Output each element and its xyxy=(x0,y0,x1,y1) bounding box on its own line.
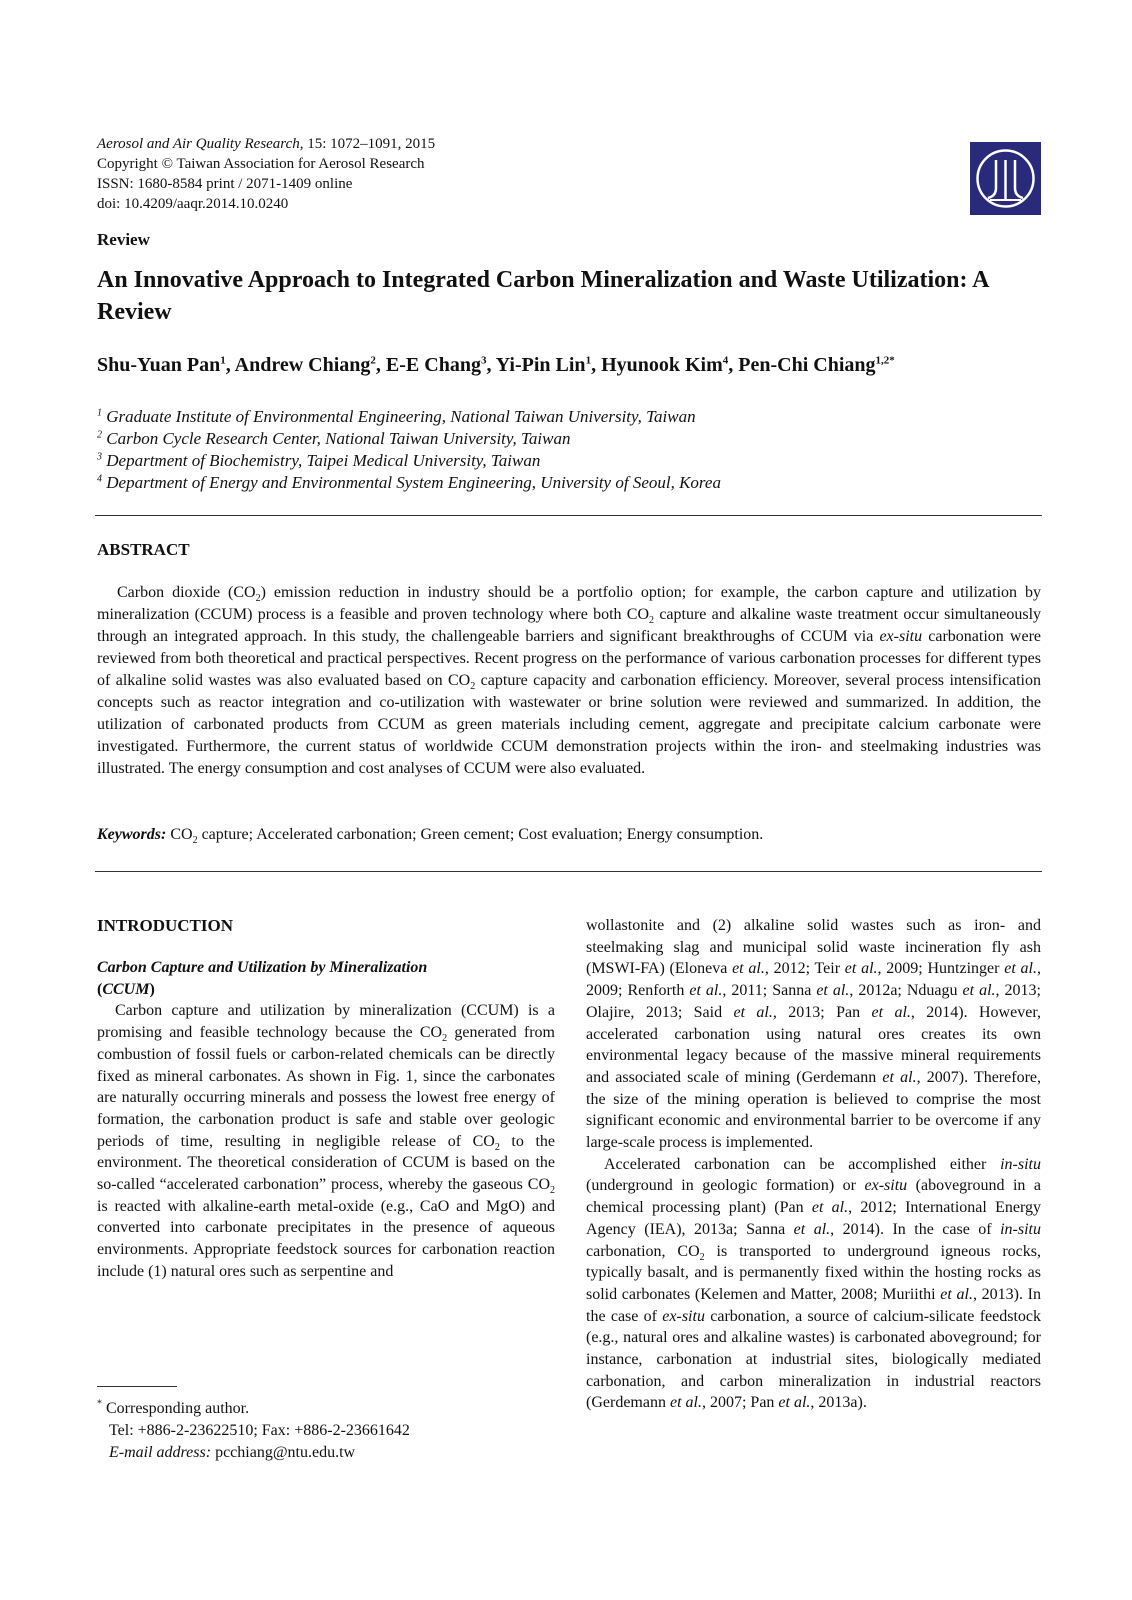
footnote-line xyxy=(97,1398,410,1420)
subscript: 2 xyxy=(442,1033,448,1045)
citation-etal: et al. xyxy=(689,982,723,1000)
abstract-segment: Carbon dioxide (CO xyxy=(117,584,256,601)
subsection-paren: ( xyxy=(97,980,103,998)
text-segment: , 2009; Renforth xyxy=(586,960,1041,1000)
journal-name: Aerosol and Air Quality Research, xyxy=(97,136,304,152)
abstract-italic: ex-situ xyxy=(879,628,923,645)
subscript: 2 xyxy=(470,681,476,693)
journal-logo-icon xyxy=(970,142,1041,215)
text-segment: carbonation, CO xyxy=(586,1242,700,1260)
author-name: Yi-Pin Lin xyxy=(495,354,586,376)
text-segment: , 2013). In the case of xyxy=(586,1285,1042,1325)
author-affil-marker: 2 xyxy=(370,354,376,367)
abstract-heading: ABSTRACT xyxy=(97,540,190,559)
footnote-email-line xyxy=(97,1442,410,1464)
text-segment: is transported to underground igneous rocks, typically basalt, and is permanently fixed within the hosting rocks as solid carbonates (Kelemen and Matter, 2008; Muriithi xyxy=(586,1242,1042,1303)
text-segment: , 2012; Teir xyxy=(764,960,845,978)
citation-etal: et al. xyxy=(793,1220,831,1238)
author-affil-marker: 1 xyxy=(220,354,226,367)
body-paragraph xyxy=(97,1000,555,1282)
affiliation-item xyxy=(97,450,721,472)
text-segment: , 2014). However, accelerated carbonation using natural ores creates its own environmental legacy because of the massive mineral requirements and associated scale of mining (Gerdemann xyxy=(586,1003,1041,1086)
author-name: Andrew Chiang xyxy=(234,354,371,376)
journal-issn: ISSN: 1680-8584 print / 2071-1409 online xyxy=(97,176,353,192)
subscript: 2 xyxy=(699,1251,705,1263)
citation-etal: et al. xyxy=(732,960,765,978)
term-italic: in-situ xyxy=(1000,1220,1041,1238)
text-segment: , 2014). In the case of xyxy=(830,1220,1001,1238)
text-segment: Accelerated carbonation can be accomplished either xyxy=(604,1155,1001,1173)
affiliation-marker: 1 xyxy=(97,407,102,419)
subscript: 2 xyxy=(550,1185,555,1197)
citation-etal: et al. xyxy=(778,1394,811,1412)
keywords-line xyxy=(97,826,1041,847)
author-affil-marker: 1 xyxy=(585,354,592,367)
term-italic: in-situ xyxy=(1000,1155,1041,1173)
text-segment: , 2007). Therefore, the size of the mining operation is believed to comprise the most significant economic and environmental barrier to be overcome if any large-scale process is implemented. xyxy=(586,1068,1041,1152)
citation-etal: et al. xyxy=(882,1068,917,1086)
keywords-text: capture; Accelerated carbonation; Green cement; Cost evaluation; Energy consumption. xyxy=(197,826,764,843)
subsection-paren: ) xyxy=(149,980,155,998)
affiliation-marker: 2 xyxy=(97,429,102,441)
journal-header xyxy=(97,134,435,214)
email-address: pcchiang@ntu.edu.tw xyxy=(211,1444,356,1461)
journal-citation xyxy=(97,134,435,154)
citation-etal: et al. xyxy=(816,982,850,1000)
citation-etal: et al. xyxy=(811,1199,849,1217)
affiliation-item xyxy=(97,428,721,450)
journal-doi: doi: 10.4209/aaqr.2014.10.0240 xyxy=(97,196,289,212)
footnote-text: Corresponding author. xyxy=(102,1400,250,1417)
author-affil-marker: 4 xyxy=(722,354,729,367)
text-segment: (aboveground in a chemical processing plant) (Pan xyxy=(586,1177,1042,1217)
journal-volume: 15: 1072–1091, 2015 xyxy=(303,136,436,152)
text-segment: to the environment. The theoretical consideration of CCUM is based on the so-called “accelerated carbonation” process, whereby the gaseous CO xyxy=(97,1132,556,1194)
keywords-text: CO xyxy=(166,826,193,843)
journal-copyright: Copyright © Taiwan Association for Aerosol Research xyxy=(97,156,425,172)
subscript: 2 xyxy=(494,1141,500,1153)
affiliation-marker: 4 xyxy=(97,473,102,485)
text-segment: , 2012; International Energy Agency (IEA), 2013a; Sanna xyxy=(586,1199,1041,1238)
affiliation-text: Department of Biochemistry, Taipei Medical University, Taiwan xyxy=(106,451,541,470)
body-paragraph xyxy=(586,915,1041,1154)
author-affil-marker: 1,2* xyxy=(875,354,895,367)
subsection-title: Carbon Capture and Utilization by Mineralization xyxy=(97,959,428,976)
section-divider xyxy=(95,515,1042,516)
text-segment: Carbon capture and utilization by mineralization (CCUM) is a promising and feasible technology because the CO xyxy=(97,1002,555,1042)
abstract-segment: capture and alkaline waste treatment occur simultaneously through an integrated approach. In this study, the challengeable barriers and significant breakthroughs of CCUM via xyxy=(97,606,1042,645)
text-segment: , 2011; Sanna xyxy=(722,982,817,1000)
abstract-segment: capture capacity and carbonation efficiency. Moreover, several process intensification concepts such as reactor integration and co-utilization with wastewater or brine solution were reviewed and summarized. In addition, the utilization of carbonated products from CCUM as green materials including cement, aggregate and precipitate calcium carbonate were investigated. Furthermore, the current status of worldwide CCUM demonstration projects within the iron- and steelmaking industries was illustrated. The energy consumption and cost analyses of CCUM were also evaluated. xyxy=(97,672,1042,777)
paper-title: An Innovative Approach to Integrated Carbon Mineralization and Waste Utilization: A Review xyxy=(97,267,989,325)
citation-etal: et al. xyxy=(1004,960,1037,978)
text-segment: is reacted with alkaline-earth metal-oxide (e.g., CaO and MgO) and converted into carbonate precipitates in the presence of aqueous environments. Appropriate feedstock sources for carbonation reaction include (1) natural ores such as serpentine and xyxy=(97,1197,555,1280)
left-column xyxy=(97,915,555,1283)
author-name: E-E Chang xyxy=(385,354,481,376)
term-italic: ex-situ xyxy=(864,1177,908,1195)
abstract-text xyxy=(97,582,1041,780)
citation-etal: et al. xyxy=(940,1285,973,1303)
subscript: 2 xyxy=(649,615,655,627)
citation-etal: et al. xyxy=(669,1394,702,1412)
term-italic: ex-situ xyxy=(662,1307,705,1325)
citation-etal: et al. xyxy=(962,982,996,1000)
text-segment: generated from combustion of fossil fuels or carbon-related chemicals can be directly fixed as mineral carbonates. As shown in Fig. 1, since the carbonates are naturally occurring minerals and possess the lowest free energy of formation, the carbonation product is safe and stable over geologic periods of time, resulting in negligible release of CO xyxy=(97,1024,555,1150)
text-segment: (underground in geologic formation) or xyxy=(586,1177,865,1195)
affiliation-marker: 3 xyxy=(97,451,102,463)
affiliation-text: Graduate Institute of Environmental Engineering, National Taiwan University, Taiwan xyxy=(106,407,696,426)
citation-etal: et al. xyxy=(871,1003,911,1021)
right-column xyxy=(586,915,1041,1414)
section-divider xyxy=(95,871,1042,872)
text-segment: wollastonite and (2) alkaline solid wastes such as iron- and steelmaking slag and municipal solid waste incineration fly ash (MSWI-FA) (Eloneva xyxy=(586,917,1041,978)
footnote-contact: Tel: +886-2-23622510; Fax: +886-2-23661642 xyxy=(109,1422,410,1439)
email-label: E-mail address: xyxy=(109,1444,212,1461)
keywords-label: Keywords: xyxy=(97,826,167,843)
subscript: 2 xyxy=(255,593,261,605)
abstract-segment: ) emission reduction in industry should be a portfolio option; for example, the carbon capture and utilization by mineralization (CCUM) process is a feasible and proven technology where both CO xyxy=(97,584,1041,623)
author-affil-marker: 3 xyxy=(480,354,487,367)
affiliation-text: Carbon Cycle Research Center, National Taiwan University, Taiwan xyxy=(106,429,571,448)
author-name: Pen-Chi Chiang xyxy=(738,354,876,376)
affiliation-list xyxy=(97,406,721,494)
article-type-label: Review xyxy=(97,230,150,249)
subscript: 2 xyxy=(192,835,198,847)
abstract-segment: carbonation were reviewed from both theoretical and practical perspectives. Recent progress on the performance of various carbonation processes for different types of alkaline solid wastes was also evaluated based on CO xyxy=(97,628,1042,689)
text-segment: carbonation, a source of calcium-silicate feedstock (e.g., natural ores and alkaline wastes) is carbonated aboveground; for instance, carbonation at industrial sites, biologically mediated carbonation, and carbon mineralization in industrial reactors (Gerdemann xyxy=(586,1307,1042,1412)
text-segment: , 2012a; Nduagu xyxy=(849,982,963,1000)
text-segment: , 2007; Pan xyxy=(701,1394,779,1412)
affiliation-item xyxy=(97,406,721,428)
affiliation-text: Department of Energy and Environmental System Engineering, University of Seoul, Korea xyxy=(106,473,721,492)
text-segment: , 2009; Huntzinger xyxy=(877,960,1005,978)
body-paragraph xyxy=(586,1154,1041,1414)
footnote-divider xyxy=(97,1386,177,1387)
corresponding-author-footnote xyxy=(97,1398,410,1464)
author-name: Shu-Yuan Pan xyxy=(97,354,221,376)
author-list: Shu-Yuan Pan$^1$, Andrew Chiang$^2$, E-E Chang$^3$, Yi-Pin Lin$^1$, Hyunook Kim$^4$, Pen-Chi Chiang$^{1,2*}$ xyxy=(97,354,895,376)
citation-etal: et al. xyxy=(844,960,878,978)
footnote-marker: * xyxy=(97,1398,102,1410)
citation-etal: et al. xyxy=(733,1003,773,1021)
introduction-heading: INTRODUCTION xyxy=(97,916,234,935)
subsection-heading xyxy=(97,957,555,1000)
text-segment: , 2013; Olajire, 2013; Said xyxy=(586,982,1041,1021)
text-segment: , 2013; Pan xyxy=(772,1003,872,1021)
author-name: Hyunook Kim xyxy=(601,354,723,376)
subsection-abbr: CCUM xyxy=(102,980,150,998)
text-segment: , 2013a). xyxy=(810,1394,867,1412)
affiliation-item xyxy=(97,472,721,494)
